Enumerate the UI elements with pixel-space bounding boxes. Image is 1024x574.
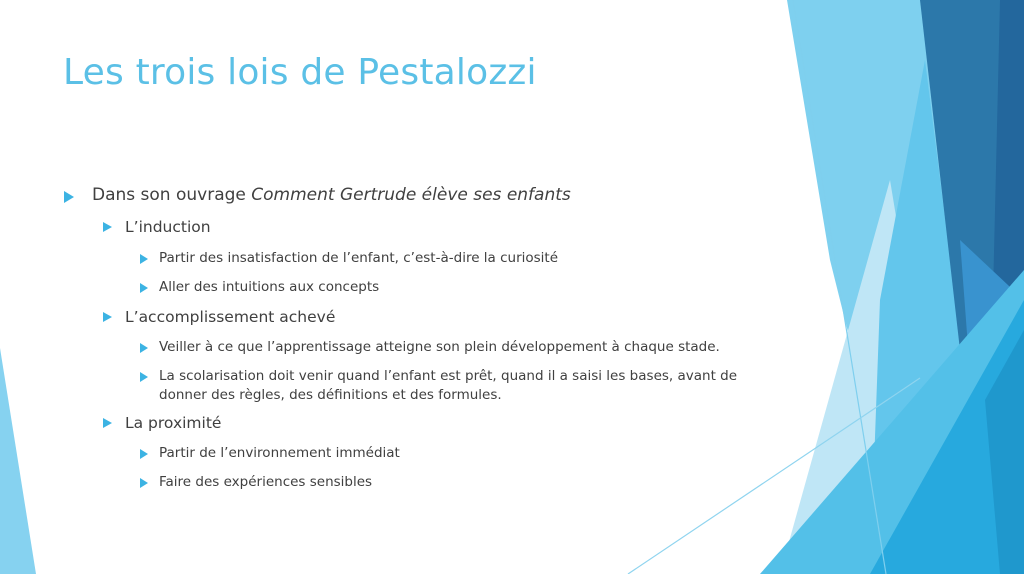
bullet-arrow-icon (64, 191, 74, 203)
list-item-level2: L’accomplissement achevé (125, 308, 336, 326)
list-item-level3: Partir de l’environnement immédiat (159, 445, 400, 461)
list-item-level3: Faire des expériences sensibles (159, 474, 373, 490)
bullet-arrow-icon (140, 372, 148, 382)
book-title-italic: Comment Gertrude élève ses enfants (251, 185, 571, 205)
bullet-arrow-icon (103, 418, 112, 428)
bullet-arrow-icon (140, 283, 148, 293)
list-item-level3: Partir des insatisfaction de l’enfant, c’est-à-dire la curiosité (159, 250, 559, 266)
list-item-level3 (159, 367, 737, 405)
list-item-level3: Aller des intuitions aux concepts (159, 279, 380, 295)
slide-title: Les trois lois de Pestalozzi (63, 52, 537, 93)
bullet-arrow-icon (140, 478, 148, 488)
list-item-text-line2: donner des règles, des définitions et des formules. (159, 387, 502, 403)
list-item-level2: La proximité (125, 414, 222, 432)
bullet-arrow-icon (140, 449, 148, 459)
bullet-arrow-icon (103, 312, 112, 322)
left-edge-shape (0, 348, 36, 574)
list-item-level3: Veiller à ce que l’apprentissage atteigne son plein développement à chaque stade. (159, 339, 720, 355)
bullet-arrow-icon (140, 343, 148, 353)
bullet-arrow-icon (140, 254, 148, 264)
list-item-text-line1: La scolarisation doit venir quand l’enfant est prêt, quand il a saisi les bases, avant de (159, 368, 738, 384)
list-item-level1 (92, 185, 571, 205)
bullet-arrow-icon (103, 222, 112, 232)
list-item-level2: L’induction (125, 218, 211, 236)
list-item-text: Dans son ouvrage (92, 185, 252, 205)
